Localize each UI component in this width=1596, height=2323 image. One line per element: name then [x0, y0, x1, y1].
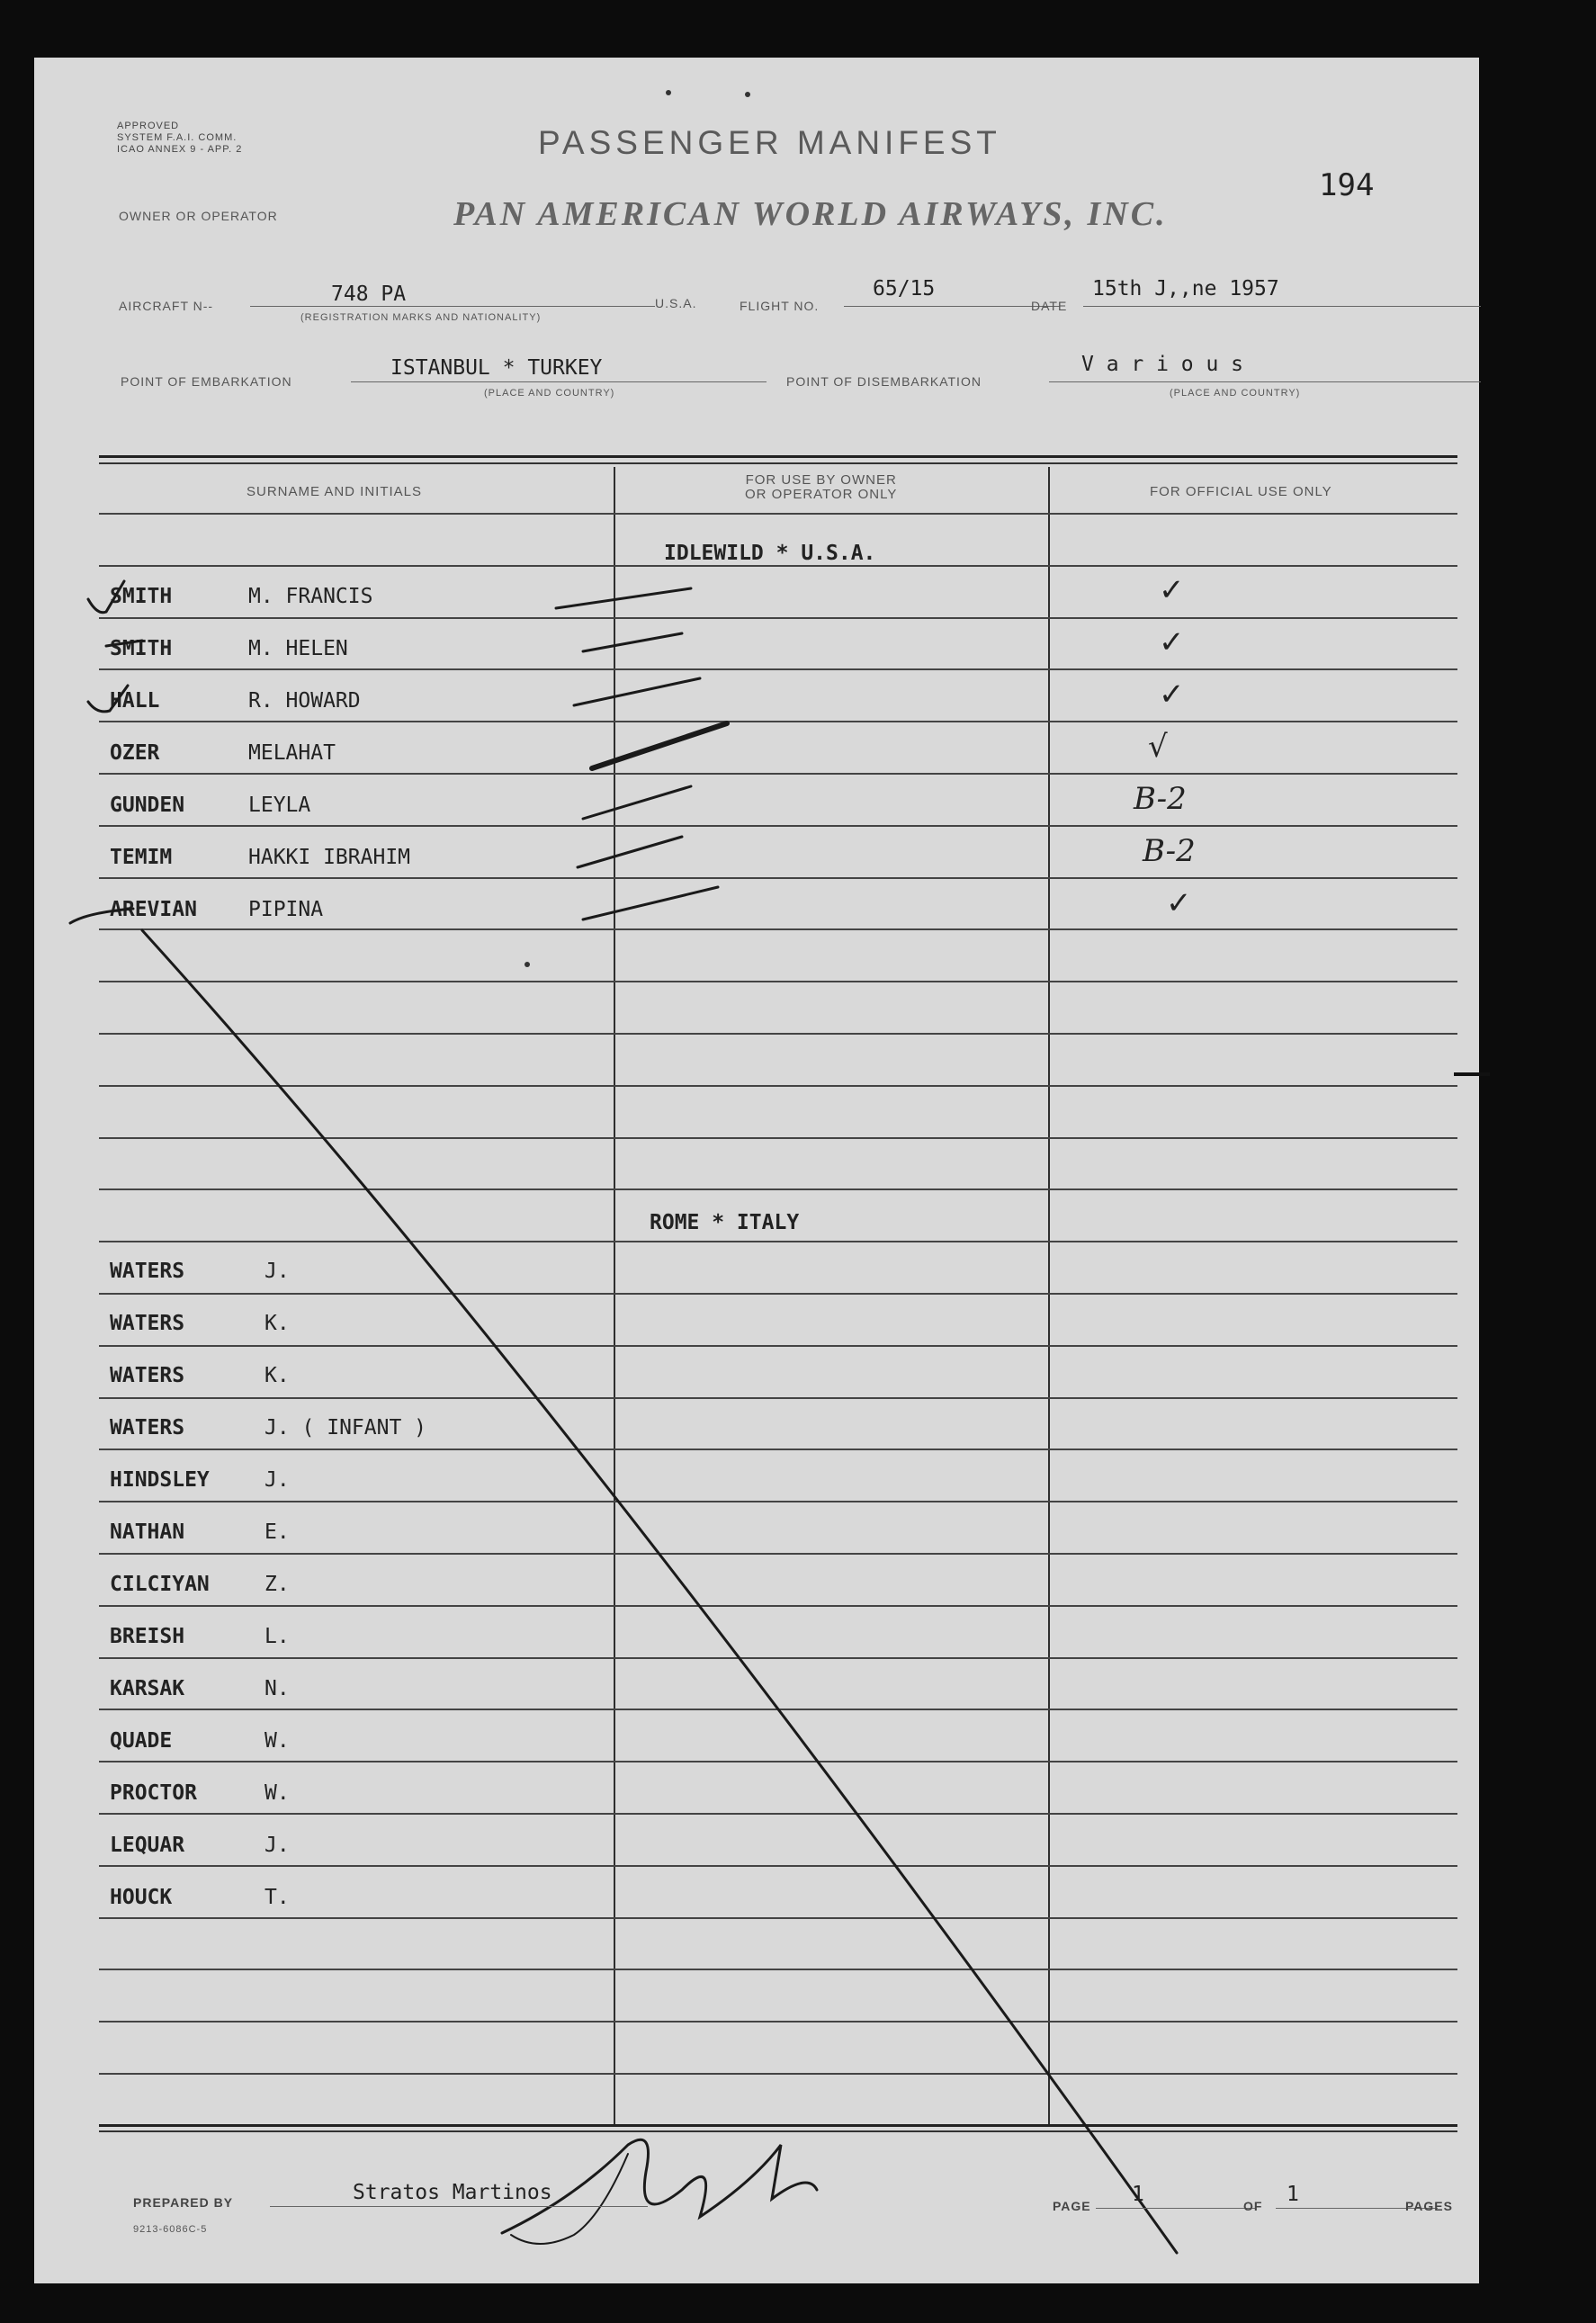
form-number: 9213-6086C-5: [133, 2224, 208, 2235]
pages-label: PAGES: [1405, 2199, 1453, 2213]
flight-label: FLIGHT NO.: [740, 299, 820, 313]
initials: J.: [265, 1834, 290, 1857]
ink-stroke: [70, 909, 133, 923]
page-title: PASSENGER MANIFEST: [538, 124, 1001, 161]
ink-stroke: [556, 588, 691, 608]
initials: W.: [265, 1729, 290, 1753]
official-mark: ✓: [1159, 572, 1185, 608]
surname: QUADE: [110, 1729, 173, 1753]
initials: MELAHAT: [248, 741, 336, 765]
handwriting-overlay: [34, 58, 1479, 2283]
surname: AREVIAN: [110, 898, 197, 921]
official-mark: ✓: [1166, 885, 1192, 921]
ink-stroke: [88, 581, 124, 613]
surname: TEMIM: [110, 846, 173, 869]
official-mark: B-2: [1143, 833, 1196, 869]
surname: HINDSLEY: [110, 1468, 210, 1492]
section-destination: ROME * ITALY: [650, 1211, 800, 1234]
surname: HOUCK: [110, 1886, 173, 1909]
scan-artifact: [1454, 1072, 1490, 1076]
initials: J.: [265, 1260, 290, 1283]
column-header-line: FOR USE BY OWNER: [745, 472, 897, 488]
surname: KARSAK: [110, 1677, 185, 1700]
owner-label: OWNER OR OPERATOR: [119, 209, 278, 223]
embark-value: ISTANBUL * TURKEY: [390, 356, 603, 380]
underline: [1096, 2208, 1256, 2209]
surname: WATERS: [110, 1260, 185, 1283]
surname: WATERS: [110, 1312, 185, 1335]
ink-stroke: [592, 723, 727, 768]
owner-value: PAN AMERICAN WORLD AIRWAYS, INC.: [453, 195, 1168, 233]
initials: N.: [265, 1677, 290, 1700]
initials: PIPINA: [248, 898, 324, 921]
initials: E.: [265, 1520, 290, 1544]
surname: HALL: [110, 689, 160, 713]
initials: K.: [265, 1364, 290, 1387]
surname: WATERS: [110, 1364, 185, 1387]
of-label: OF: [1243, 2199, 1263, 2213]
surname: NATHAN: [110, 1520, 185, 1544]
ink-stroke: [583, 786, 691, 819]
initials: M. HELEN: [248, 637, 348, 660]
ink-stroke: [88, 686, 128, 712]
initials: HAKKI IBRAHIM: [248, 846, 411, 869]
manifest-page: [34, 58, 1479, 2283]
ink-dot: [525, 962, 530, 967]
disembark-label: POINT OF DISEMBARKATION: [786, 374, 982, 389]
surname: BREISH: [110, 1625, 185, 1648]
official-mark: B-2: [1134, 781, 1187, 817]
ink-stroke: [583, 633, 682, 651]
prepared-by-label: PREPARED BY: [133, 2195, 234, 2210]
initials: R. HOWARD: [248, 689, 361, 713]
ink-stroke: [574, 678, 700, 705]
date-value: 15th J,,ne 1957: [1092, 277, 1279, 300]
surname: WATERS: [110, 1416, 185, 1440]
ink-stroke: [142, 930, 1177, 2253]
surname: PROCTOR: [110, 1781, 197, 1805]
column-header-official: FOR OFFICIAL USE ONLY: [1150, 484, 1332, 499]
initials: L.: [265, 1625, 290, 1648]
approval-line: SYSTEM F.A.I. COMM.: [117, 132, 238, 143]
page-label: PAGE: [1053, 2199, 1091, 2213]
initials: J. ( INFANT ): [265, 1416, 427, 1440]
surname: SMITH: [110, 637, 173, 660]
ink-stroke: [578, 837, 682, 867]
initials: Z.: [265, 1573, 290, 1596]
initials: W.: [265, 1781, 290, 1805]
section-destination: IDLEWILD * U.S.A.: [664, 542, 876, 565]
usa-label: U.S.A.: [655, 296, 697, 310]
initials: M. FRANCIS: [248, 585, 373, 608]
ink-stroke: [583, 887, 718, 919]
date-label: DATE: [1031, 299, 1068, 313]
prepared-by-value: Stratos Martinos: [353, 2181, 552, 2204]
column-header-line: OR OPERATOR ONLY: [745, 487, 898, 502]
page-number: 1: [1132, 2183, 1144, 2206]
embark-label: POINT OF EMBARKATION: [121, 374, 292, 389]
surname: GUNDEN: [110, 794, 185, 817]
column-header-surname: SURNAME AND INITIALS: [247, 484, 423, 499]
surname: OZER: [110, 741, 160, 765]
flight-value: 65/15: [873, 277, 936, 300]
underline: [270, 2206, 648, 2207]
initials: J.: [265, 1468, 290, 1492]
initials: T.: [265, 1886, 290, 1909]
embark-sub: (PLACE AND COUNTRY): [484, 388, 615, 399]
document-number: 194: [1319, 167, 1375, 203]
aircraft-sub: (REGISTRATION MARKS AND NATIONALITY): [300, 312, 542, 323]
surname: LEQUAR: [110, 1834, 185, 1857]
official-mark: ✓: [1159, 624, 1185, 660]
approval-line: ICAO ANNEX 9 - APP. 2: [117, 144, 243, 155]
ink-stroke: [106, 641, 142, 646]
surname: SMITH: [110, 585, 173, 608]
surname: CILCIYAN: [110, 1573, 210, 1596]
disembark-value: V a r i o u s: [1081, 353, 1244, 376]
approval-line: APPROVED: [117, 121, 180, 131]
official-mark: √: [1148, 729, 1168, 765]
disembark-sub: (PLACE AND COUNTRY): [1170, 388, 1301, 399]
initials: K.: [265, 1312, 290, 1335]
aircraft-value: 748 PA: [331, 283, 407, 306]
page-total: 1: [1287, 2183, 1299, 2206]
initials: LEYLA: [248, 794, 311, 817]
aircraft-label: AIRCRAFT N--: [119, 299, 214, 313]
official-mark: ✓: [1159, 677, 1185, 713]
